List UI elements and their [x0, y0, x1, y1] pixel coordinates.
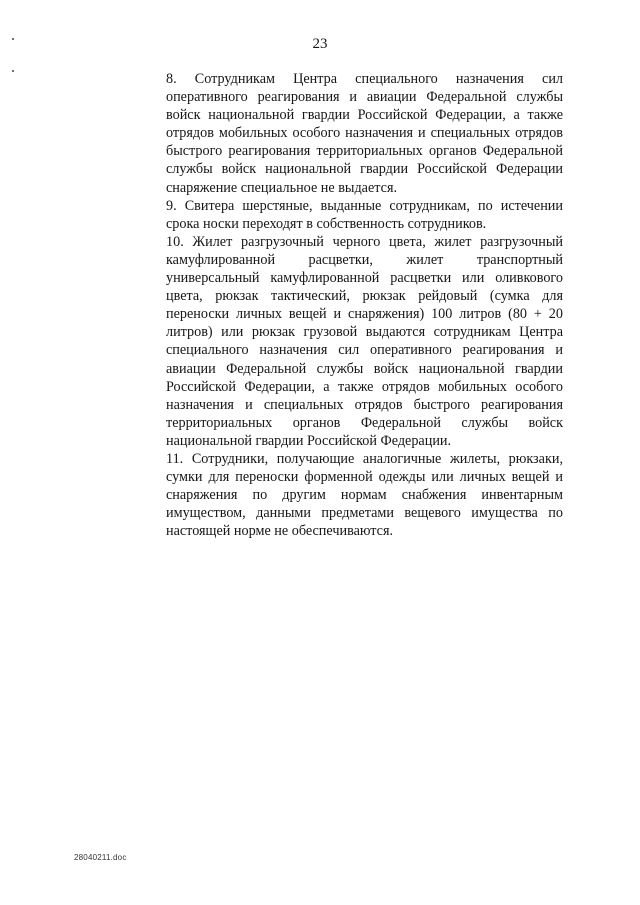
paragraph-11: 11. Сотрудники, получающие аналогичные жилеты, рюкзаки, сумки для переноски форменной одежды или личных вещей и снаряжения по другим нормам снабжения инвентарным имуществом, данными предметами вещевого имущества по настоящей норме не обеспечиваются.: [166, 450, 563, 540]
paragraph-9: 9. Свитера шерстяные, выданные сотрудникам, по истечении срока носки переходят в собственность сотрудников.: [166, 197, 563, 232]
paragraph-8: 8. Сотрудникам Центра специального назначения сил оперативного реагирования и авиации Федеральной службы войск национальной гвардии Российской Федерации, а также отрядов мобильных особого назначения и специальных отрядов быстрого реагирования территориальных органов Федеральной службы войск национальной гвардии Российской Федерации снаряжение специальное не выдается.: [166, 71, 563, 196]
document-body: [166, 70, 563, 540]
scan-mark: [12, 70, 14, 72]
page-number: 23: [312, 36, 328, 52]
paragraph-10: 10. Жилет разгрузочный черного цвета, жилет разгрузочный камуфлированной расцветки, жилет транспортный универсальный камуфлированной расцветки или оливкового цвета, рюкзак тактический, рюкзак рейдовый (сумка для переноски личных вещей и снаряжения) 100 литров (80 + 20 литров) или рюкзак грузовой выдаются сотрудникам Центра специального назначения сил оперативного реагирования и авиации Федеральной службы войск национальной гвардии Российской Федерации, а также отрядов мобильных особого назначения и специальных отрядов быстрого реагирования территориальных органов Федеральной службы войск национальной гвардии Российской Федерации.: [166, 233, 563, 449]
footer-filename: 28040211.doc: [74, 853, 127, 862]
